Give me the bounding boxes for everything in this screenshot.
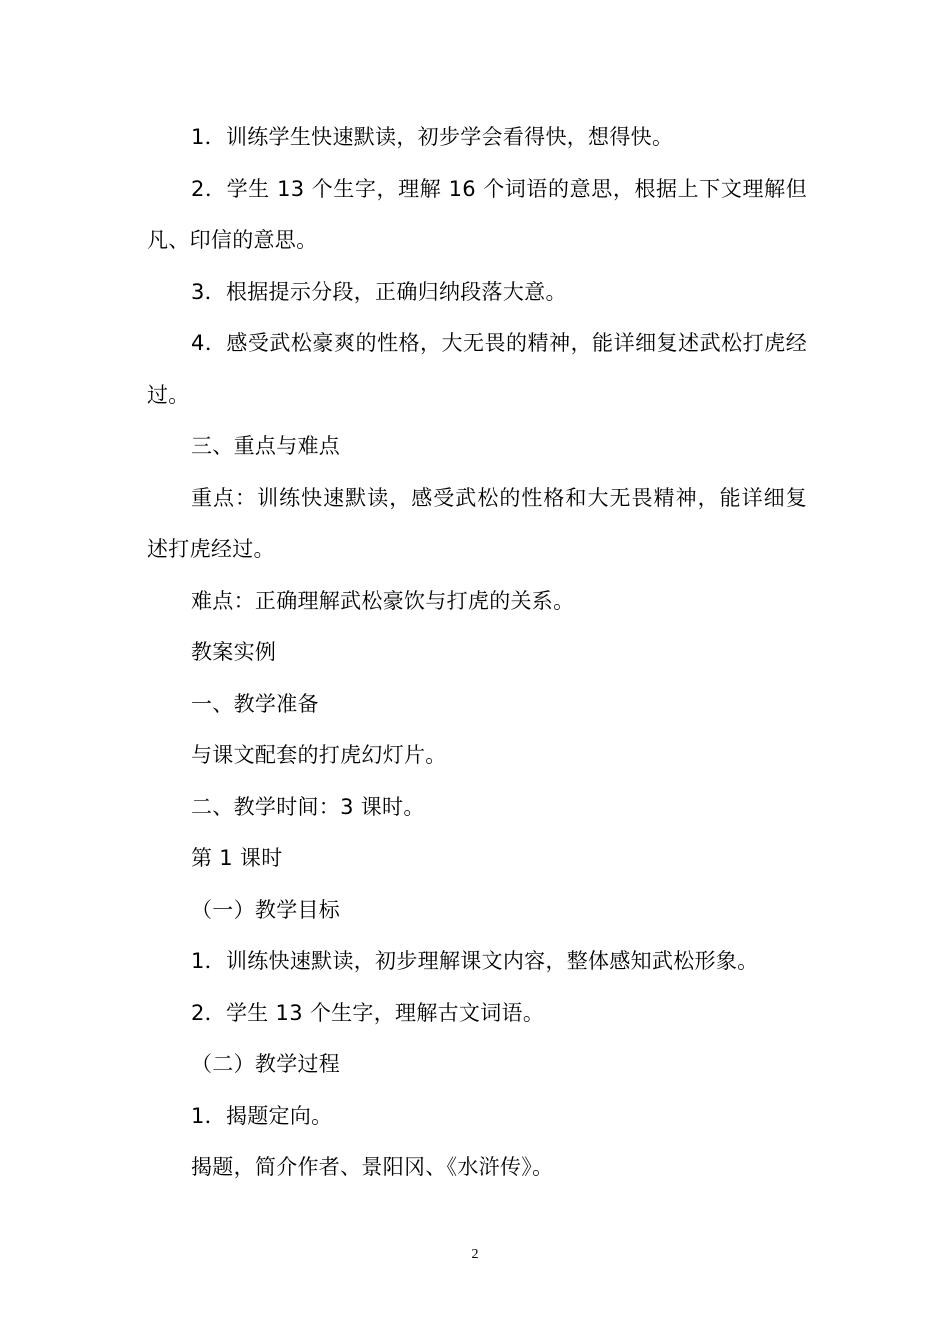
paragraph-objective-2: 2．学生 13 个生字，理解 16 个词语的意思，根据上下文理解但凡、印信的意思。 bbox=[147, 176, 807, 252]
paragraph-step-1-detail: 揭题，简介作者、景阳冈、《水浒传》。 bbox=[191, 1155, 554, 1179]
section-heading-time: 二、教学时间：3 课时。 bbox=[191, 794, 425, 819]
paragraph-step-1: 1．揭题定向。 bbox=[191, 1103, 333, 1128]
paragraph-objective-4: 4．感受武松豪爽的性格，大无畏的精神，能详细复述武松打虎经过。 bbox=[147, 331, 807, 407]
paragraph-preparation: 与课文配套的打虎幻灯片。 bbox=[191, 743, 447, 767]
section-heading-example: 教案实例 bbox=[191, 640, 277, 664]
page-number: 2 bbox=[471, 1247, 479, 1262]
paragraph-objective-3: 3．根据提示分段，正确归纳段落大意。 bbox=[191, 279, 567, 304]
section-heading-focus-difficulty: 三、重点与难点 bbox=[191, 434, 341, 458]
paragraph-focus: 重点：训练快速默读，感受武松的性格和大无畏精神，能详细复述打虎经过。 bbox=[147, 485, 807, 561]
paragraph-goal-2: 2．学生 13 个生字，理解古文词语。 bbox=[191, 1000, 545, 1025]
subheading-goals: （一）教学目标 bbox=[191, 897, 341, 922]
subheading-process: （二）教学过程 bbox=[191, 1052, 341, 1076]
document-body bbox=[147, 112, 807, 1194]
section-heading-preparation: 一、教学准备 bbox=[191, 691, 319, 716]
paragraph-goal-1: 1．训练快速默读，初步理解课文内容，整体感知武松形象。 bbox=[191, 949, 759, 973]
paragraph-difficulty: 难点：正确理解武松豪饮与打虎的关系。 bbox=[191, 588, 575, 613]
lesson-heading: 第 1 课时 bbox=[191, 846, 283, 870]
paragraph-objective-1: 1．训练学生快速默读，初步学会看得快，想得快。 bbox=[191, 125, 674, 149]
